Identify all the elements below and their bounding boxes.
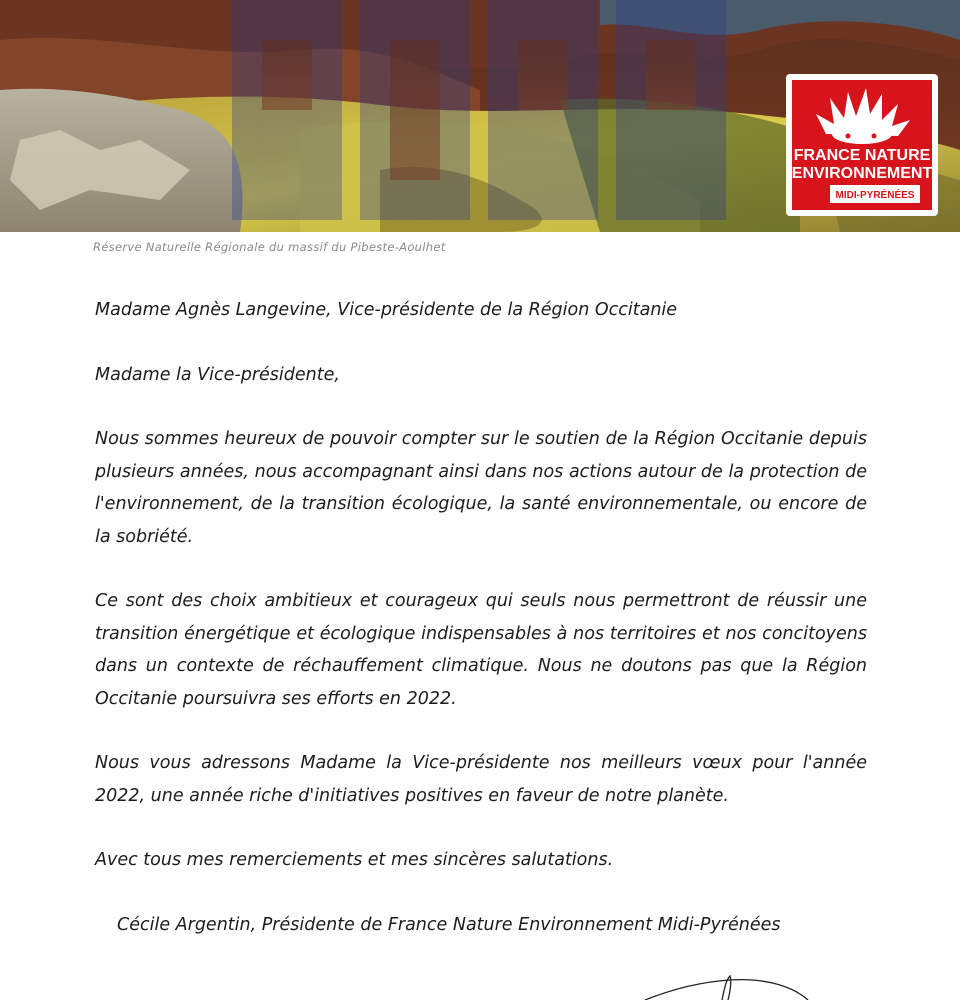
letter-closing: Avec tous mes remerciements et mes sincères salutations.: [95, 850, 614, 870]
logo-line1: FRANCE NATURE: [793, 147, 931, 164]
handwritten-signature: [640, 960, 820, 1000]
letter-paragraph: Nous sommes heureux de pouvoir compter sur le soutien de la Région Occitanie depuis plusieurs années, nous accompagnant ainsi dans nos actions autour de la protection de l'environnement, de la transition écologique, la santé environnementale, ou encore de la sobriété.: [95, 429, 867, 547]
letter-paragraph: Ce sont des choix ambitieux et courageux qui seuls nous permettront de réussir une transition énergétique et écologique indispensables à nos territoires et nos concitoyens dans un contexte de réchauffement climatique. Nous ne doutons pas que la Région Occitanie poursuivra ses efforts en 2022.: [95, 591, 867, 709]
fne-logo: [786, 74, 938, 216]
logo-region: MIDI-PYRÉNÉES: [835, 190, 915, 201]
letter-recipient: Madame Agnès Langevine, Vice-présidente de la Région Occitanie: [95, 300, 678, 320]
letter-body: [95, 294, 867, 941]
letter-salutation: Madame la Vice-présidente,: [95, 364, 340, 385]
letter-signer: Cécile Argentin, Présidente de France Nature Environnement Midi-Pyrénées: [117, 914, 781, 935]
letter-paragraph: Nous vous adressons Madame la Vice-présidente nos meilleurs vœux pour l'année 2022, une année riche d'initiatives positives en faveur de notre planète.: [95, 753, 867, 806]
logo-line2: ENVIRONNEMENT: [791, 165, 933, 182]
photo-caption: Réserve Naturelle Régionale du massif du Pibeste-Aoulhet: [93, 240, 446, 254]
